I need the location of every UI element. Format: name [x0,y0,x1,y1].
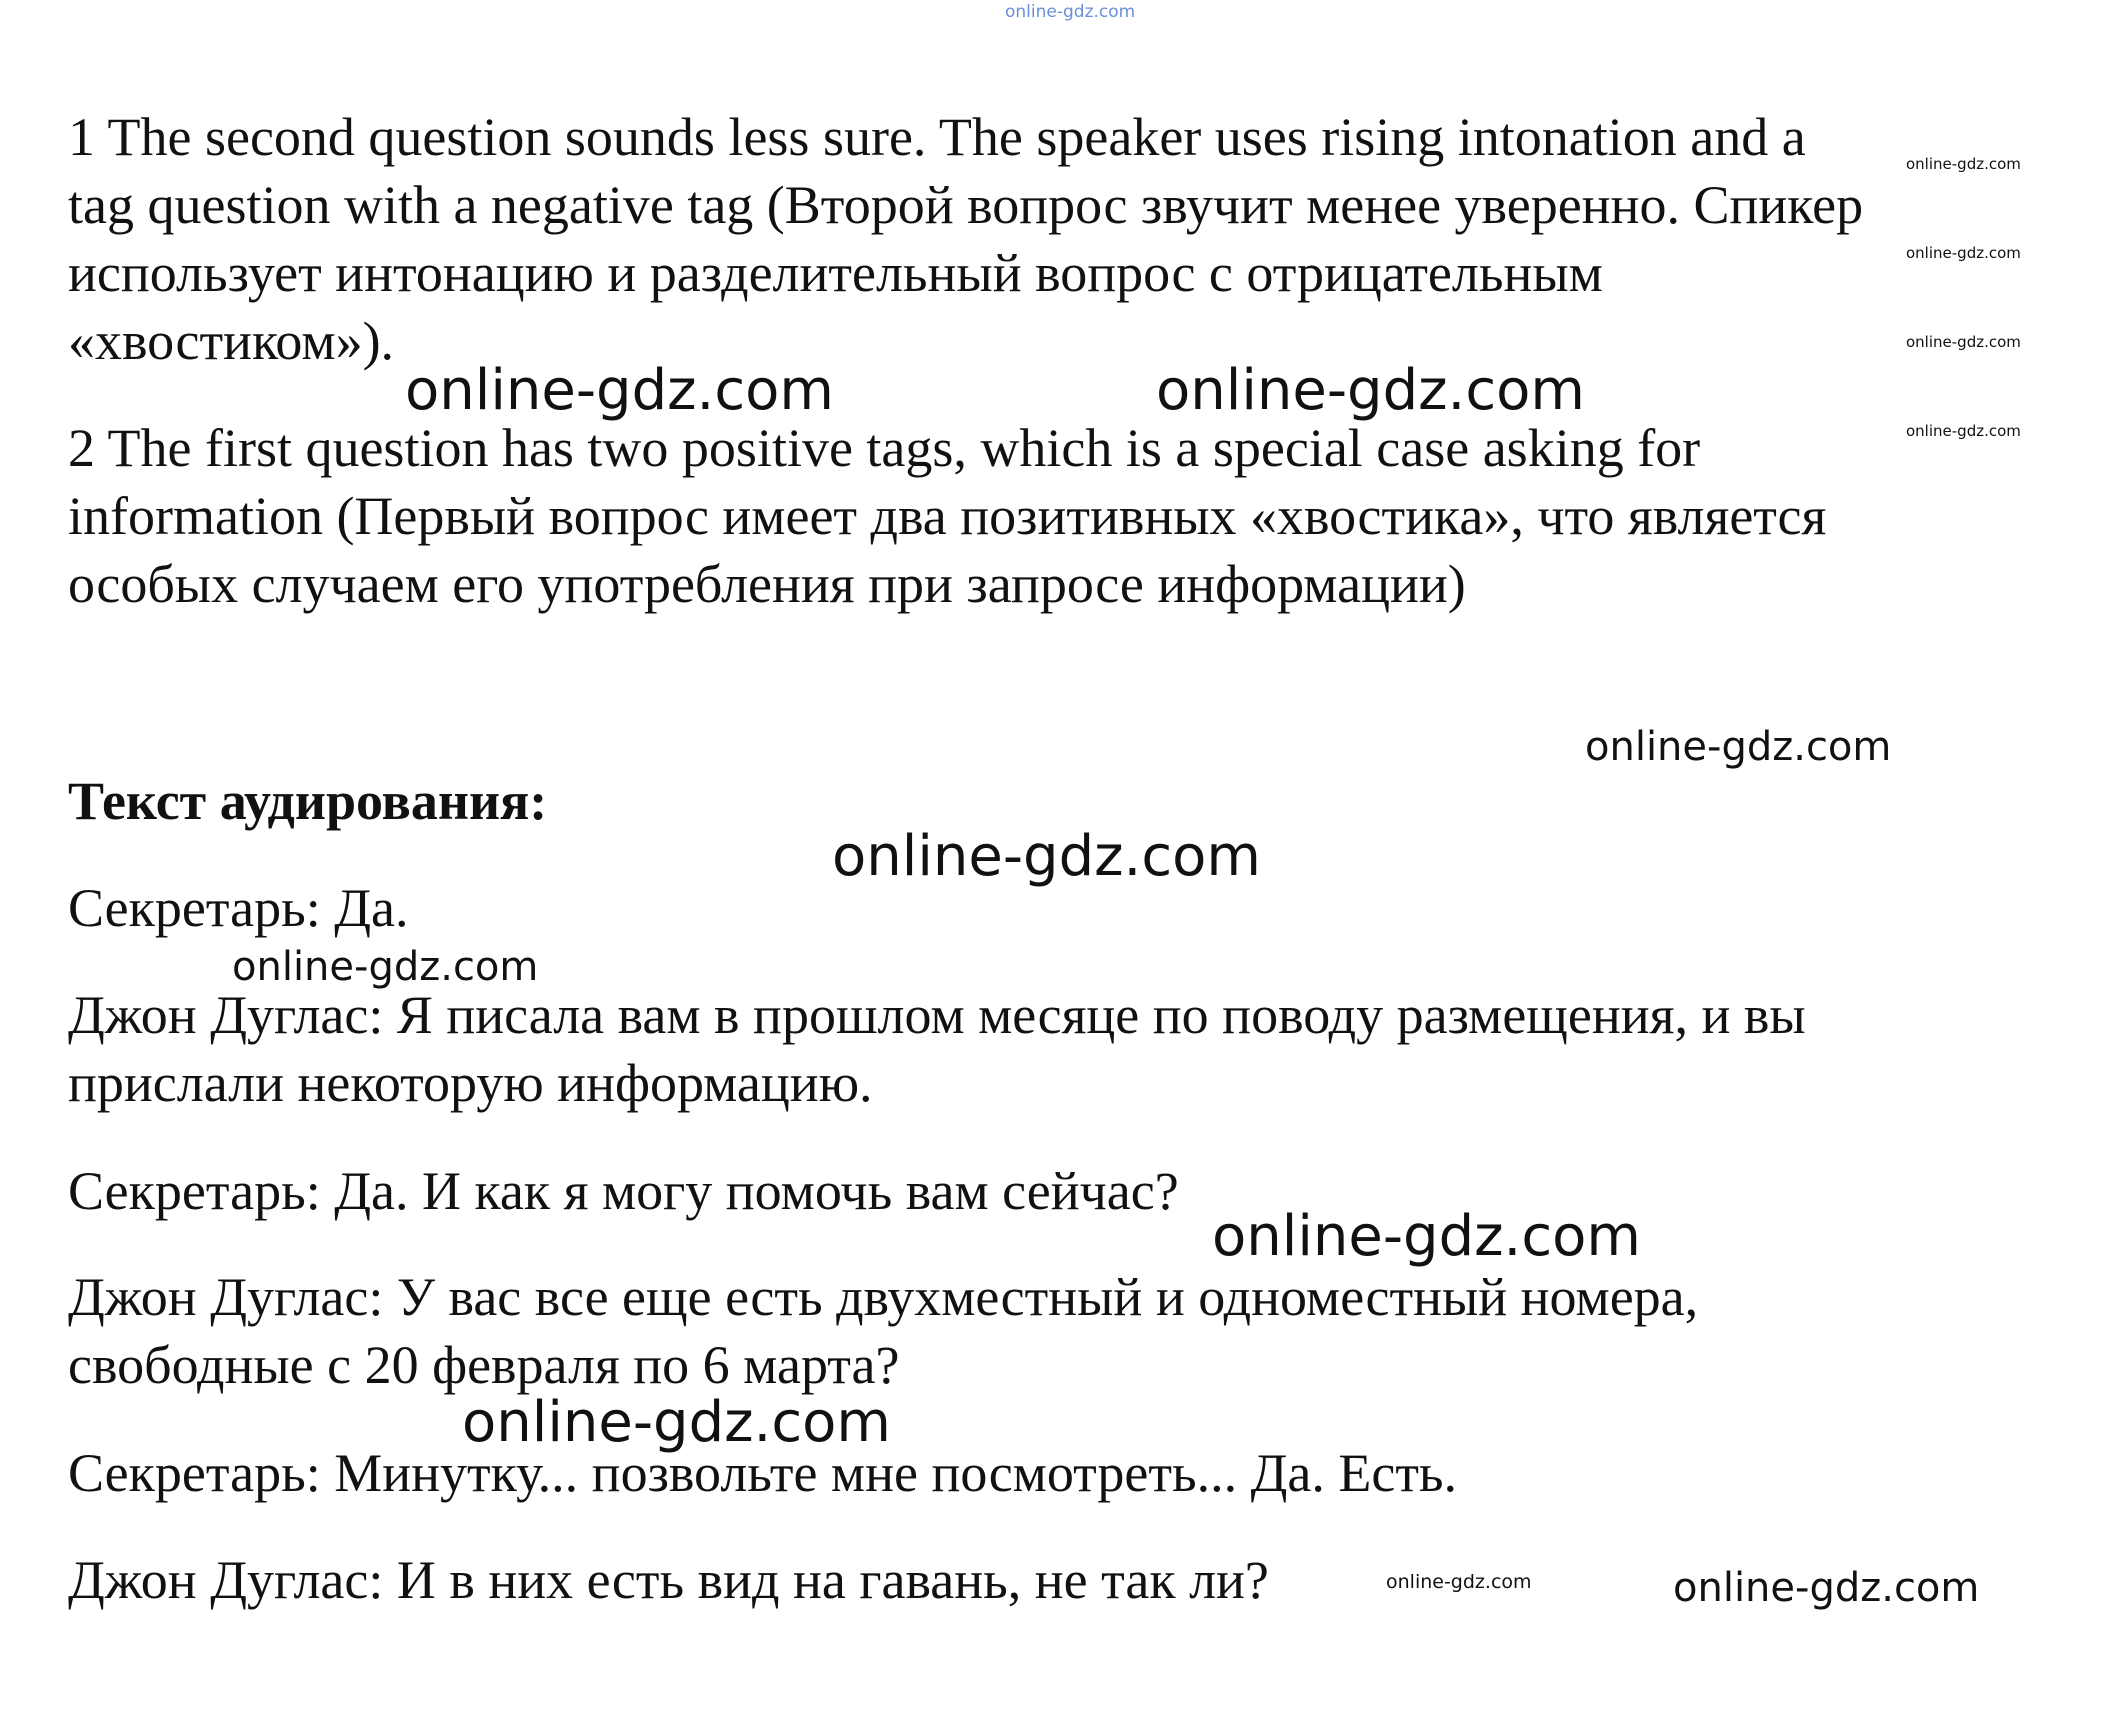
answer-2-line-2: information (Первый вопрос имеет два позитивных «хвостика», что является [68,486,1827,546]
listening-heading: Текст аудирования: [68,771,548,831]
answer-1-line-4: «хвостиком»). [68,311,395,371]
dialogue-line-5: Секретарь: Минутку... позвольте мне посмотреть... Да. Есть. [68,1443,1458,1503]
watermark: online-gdz.com [1906,244,2021,262]
watermark: online-gdz.com [1673,1565,1980,1611]
watermark: online-gdz.com [462,1390,891,1455]
watermark: online-gdz.com [1906,422,2021,440]
dialogue-line-3: Секретарь: Да. И как я могу помочь вам сейчас? [68,1161,1179,1221]
watermark: online-gdz.com [1906,155,2021,173]
top-watermark: online-gdz.com [1005,2,1136,22]
watermark: online-gdz.com [232,944,539,990]
answer-2-line-3: особых случаем его употребления при запросе информации) [68,554,1466,614]
watermark: online-gdz.com [1212,1204,1641,1269]
dialogue-line-4a: Джон Дуглас: У вас все еще есть двухместный и одноместный номера, [68,1267,1699,1327]
dialogue-line-6: Джон Дуглас: И в них есть вид на гавань, не так ли? [68,1550,1269,1610]
dialogue-line-1: Секретарь: Да. [68,878,409,938]
watermark: online-gdz.com [405,358,834,423]
dialogue-line-2a: Джон Дуглас: Я писала вам в прошлом месяце по поводу размещения, и вы [68,985,1806,1045]
dialogue-line-2b: прислали некоторую информацию. [68,1053,873,1113]
answer-1-line-3: использует интонацию и разделительный вопрос с отрицательным [68,243,1603,303]
answer-1-line-2: tag question with a negative tag (Второй вопрос звучит менее уверенно. Спикер [68,175,1864,235]
watermark: online-gdz.com [832,824,1261,889]
answer-1-line-1: 1 The second question sounds less sure. The speaker uses rising intonation and a [68,107,1806,167]
watermark: online-gdz.com [1386,1571,1532,1593]
watermark: online-gdz.com [1906,333,2021,351]
watermark: online-gdz.com [1585,724,1892,770]
watermark: online-gdz.com [1156,358,1585,423]
answer-2-line-1: 2 The first question has two positive tags, which is a special case asking for [68,418,1701,478]
dialogue-line-4b: свободные с 20 февраля по 6 марта? [68,1335,900,1395]
